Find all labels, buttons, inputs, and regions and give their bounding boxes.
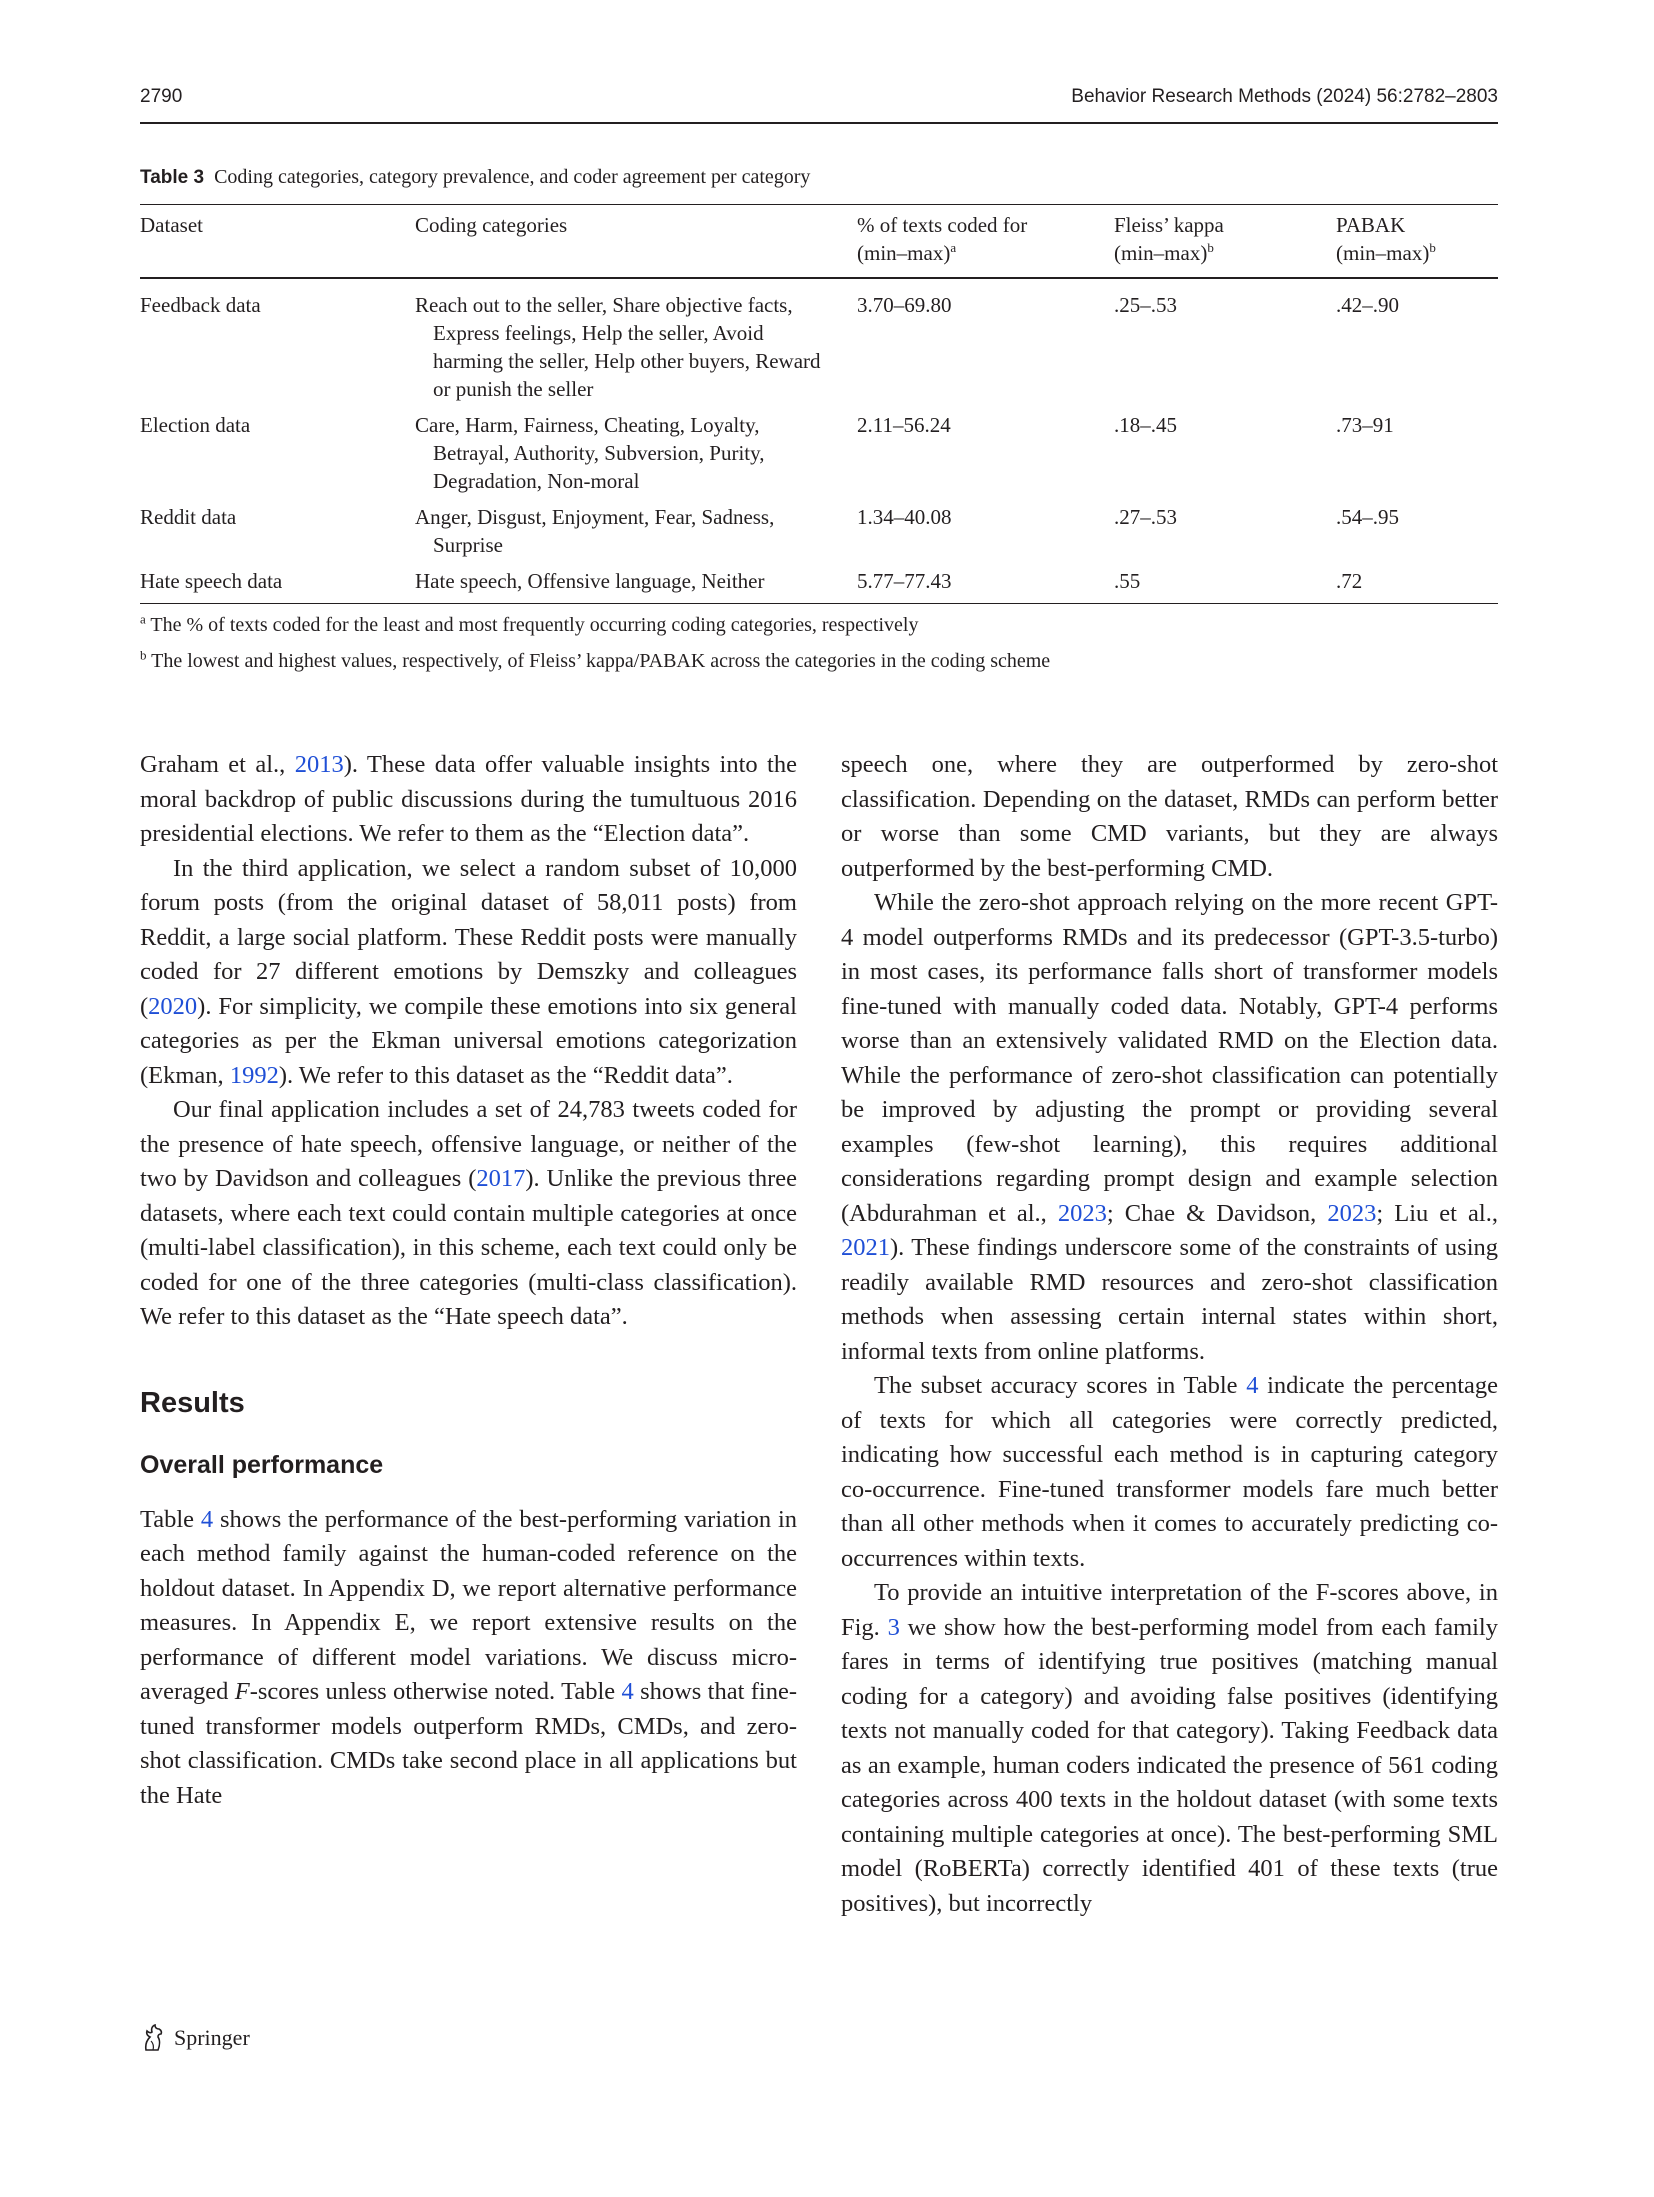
table-header-row [140, 205, 1498, 279]
citation-link[interactable]: 2023 [1327, 1199, 1377, 1227]
table-label: Table 3 [140, 167, 205, 188]
cell-categories: Care, Harm, Fairness, Cheating, Loyalty, Betrayal, Authority, Subversion, Purity, Degradation, Non-moral [415, 413, 765, 493]
header-pabak-line1: PABAK [1336, 213, 1406, 237]
text-span: we show how the best-performing model from each family fares in terms of identifying true positives (matching manual coding for a category) and avoiding false positives (identifying texts not manually coded for that category). Taking Feedback data as an example, human coders indicated the presence of 561 coding categories across 400 texts in the holdout dataset (with some texts containing multiple categories at once). The best-performing SML model (RoBERTa) correctly identified 401 of these texts (true positives), but incorrectly [841, 1613, 1498, 1917]
text-span: Table [140, 1505, 201, 1533]
table-link[interactable]: 4 [621, 1678, 634, 1705]
header-percent-line1: % of texts coded for [857, 213, 1028, 237]
cell-percent: 3.70–69.80 [857, 293, 952, 317]
cell-kappa: .25–.53 [1114, 293, 1177, 317]
footnote-mark: a [140, 611, 146, 627]
cell-pabak: .42–.90 [1336, 293, 1399, 317]
table-link[interactable]: 4 [200, 1505, 214, 1533]
cell-pabak: .72 [1336, 569, 1363, 593]
header-pabak-line2: (min–max) [1336, 241, 1430, 265]
coding-table [140, 204, 1498, 604]
footnote-marker-b: b [1207, 240, 1214, 255]
header-kappa-line2: (min–max) [1114, 241, 1208, 265]
text-span: Our final application includes a set of 24,783 tweets coded for the presence of hate speech, offensive language, or neither of the two by Davidson and colleagues ( [140, 1096, 797, 1192]
cell-dataset: Feedback data [140, 293, 261, 317]
table-row [140, 278, 1498, 407]
journal-citation: Behavior Research Methods (2024) 56:2782–2803 [1071, 86, 1498, 107]
citation-link[interactable]: 2021 [841, 1234, 890, 1261]
right-column [841, 748, 1498, 1921]
text-span: ). For simplicity, we compile these emotions into six general categories as per the Ekman universal emotions categorization (Ekman, [140, 992, 797, 1089]
header-kappa-line1: Fleiss’ kappa [1114, 213, 1224, 237]
text-span: Graham et al., [140, 751, 295, 778]
footnote-text: The lowest and highest values, respectively, of Fleiss’ kappa/PABAK across the categories in the coding scheme [151, 650, 1051, 672]
footnote-marker-b: b [1429, 240, 1436, 255]
cell-kappa: .55 [1114, 569, 1141, 593]
footnote-b [140, 648, 1050, 674]
table-row [140, 407, 1498, 499]
cell-percent: 2.11–56.24 [857, 413, 951, 437]
figure-link[interactable]: 3 [887, 1613, 900, 1641]
text-span: To provide an intuitive interpretation of the F-scores above, in Fig. [841, 1579, 1498, 1641]
paragraph: speech one, where they are outperformed by zero-shot classification. Depending on the dataset, RMDs can perform better or worse than some CMD variants, but they are always outperformed by the best-performing CMD. [841, 751, 1498, 882]
text-span: ; Chae & Davidson, [1106, 1199, 1328, 1227]
table-link[interactable]: 4 [1246, 1372, 1259, 1399]
text-span: shows that fine-tuned transformer models outperform RMDs, CMDs, and zero-shot classification. CMDs take second place in all applications but the Hate [140, 1678, 798, 1809]
footnote-marker-a: a [950, 240, 957, 255]
paragraph [140, 852, 797, 1094]
cell-kappa: .27–.53 [1114, 505, 1177, 529]
text-span: ; Liu et al., [1376, 1199, 1498, 1227]
header-kappa [1114, 205, 1336, 279]
text-span: ). We refer to this dataset as the “Reddit data”. [278, 1061, 733, 1089]
text-span: While the zero-shot approach relying on the more recent GPT-4 model outperforms RMDs and its predecessor (GPT-3.5-turbo) in most cases, its performance falls short of transformer models fine-tuned with manually coded data. Notably, GPT-4 performs worse than an extensively validated RMD on the Election data. While the performance of zero-shot classification can potentially be improved by adjusting the prompt or providing several examples (few-shot learning), this requires additional considerations regarding prompt design and example selection (Abdurahman et al., [841, 889, 1498, 1227]
cell-percent: 1.34–40.08 [857, 505, 952, 529]
text-span: indicate the percentage of texts for which all categories were correctly predicted, indicating how successful each method is in capturing category co-occurrence. Fine-tuned transformer models fare much better than all other methods when it comes to accurately predicting co-occurrences within texts. [841, 1372, 1498, 1572]
springer-horse-icon [140, 2024, 166, 2052]
table-caption [140, 166, 810, 189]
header-categories: Coding categories [415, 213, 568, 237]
text-span: The subset accuracy scores in Table [874, 1372, 1247, 1399]
header-rule [140, 122, 1498, 124]
italic-text: F [234, 1678, 250, 1705]
paragraph [841, 1576, 1498, 1921]
page-number: 2790 [140, 86, 183, 107]
footnote-text: The % of texts coded for the least and most frequently occurring coding categories, respectively [150, 614, 919, 636]
citation-link[interactable]: 2017 [476, 1165, 526, 1192]
citation-link[interactable]: 2020 [148, 992, 198, 1020]
table-row [140, 563, 1498, 604]
cell-dataset: Hate speech data [140, 569, 283, 593]
publisher-name: Springer [174, 2025, 250, 2050]
table-caption-text: Coding categories, category prevalence, and coder agreement per category [214, 166, 811, 188]
citation-link[interactable]: 2013 [294, 751, 344, 778]
text-span: shows the performance of the best-performing variation in each method family against the human-coded reference on the holdout dataset. In Appendix D, we report alternative performance measures. In Appendix E, we report extensive results on the performance of different model variations. We discuss micro-averaged [140, 1505, 797, 1705]
paragraph [140, 748, 797, 852]
citation-link[interactable]: 2023 [1057, 1199, 1107, 1227]
cell-pabak: .73–91 [1336, 413, 1394, 437]
text-span: In the third application, we select a random subset of 10,000 forum posts (from the original dataset of 58,011 posts) from Reddit, a large social platform. These Reddit posts were manually coded for 27 different emotions by Demszky and colleagues ( [140, 854, 797, 1020]
cell-pabak: .54–.95 [1336, 505, 1399, 529]
table-3 [140, 204, 1498, 604]
footnote-mark: b [140, 647, 147, 663]
header-percent-line2: (min–max) [857, 241, 951, 265]
footer [140, 2024, 250, 2052]
cell-categories: Hate speech, Offensive language, Neither [415, 569, 765, 593]
left-column [140, 748, 797, 1813]
cell-dataset: Election data [140, 413, 251, 437]
cell-categories: Anger, Disgust, Enjoyment, Fear, Sadness, Surprise [415, 505, 775, 557]
header-dataset: Dataset [140, 213, 203, 237]
subsection-heading-overall-performance: Overall performance [140, 1450, 384, 1479]
text-span: ). These findings underscore some of the constraints of using readily available RMD resources and zero-shot classification methods when assessing certain internal states within short, informal texts from online platforms. [841, 1234, 1498, 1365]
footnote-a [140, 612, 1050, 638]
cell-kappa: .18–.45 [1114, 413, 1177, 437]
cell-categories: Reach out to the seller, Share objective facts, Express feelings, Help the seller, Avoid harming the seller, Help other buyers, Reward or punish the seller [415, 293, 821, 401]
text-span: ). Unlike the previous three datasets, where each text could contain multiple categories at once (multi-label classification), in this scheme, each text could only be coded for one of the three categories (multi-class classification). We refer to this dataset as the “Hate speech data”. [140, 1165, 798, 1330]
header-pabak [1336, 205, 1498, 279]
table-row [140, 499, 1498, 563]
table-footnotes [140, 612, 1050, 684]
cell-dataset: Reddit data [140, 505, 237, 529]
citation-link[interactable]: 1992 [229, 1061, 279, 1089]
text-span: -scores unless otherwise noted. Table [249, 1678, 622, 1705]
paragraph [140, 1503, 797, 1814]
text-span: ). These data offer valuable insights into the moral backdrop of public discussions during the tumultuous 2016 presidential elections. We refer to them as the “Election data”. [140, 751, 797, 847]
paragraph [841, 1369, 1498, 1576]
paragraph [841, 886, 1498, 1369]
section-heading-results: Results [140, 1386, 245, 1419]
cell-percent: 5.77–77.43 [857, 569, 952, 593]
paragraph [140, 1093, 797, 1335]
header-percent [857, 205, 1114, 279]
